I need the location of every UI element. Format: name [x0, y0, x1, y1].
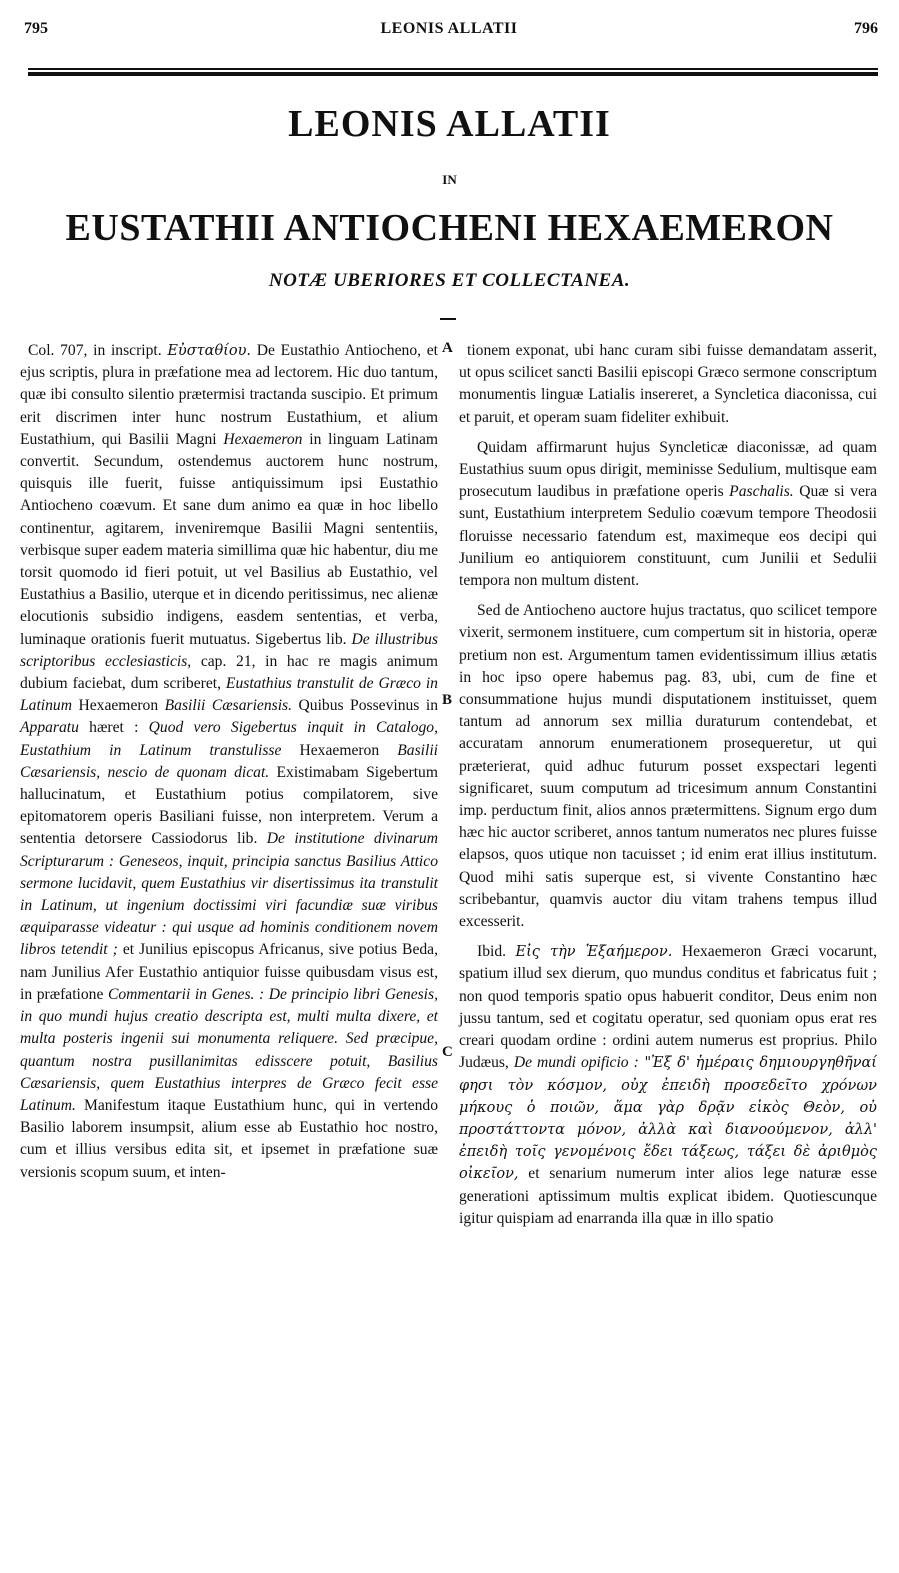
paragraph: Col. 707, in inscript. Εὐσταθίου. De Eustathio Antiocheno, et ejus scriptis, plura in præfatione mea ad lectorem. Hic duo tantum, quæ ibi consulto silentio prætermisi tractanda suscipio. Et primum erit discrimen inter hunc nostrum Eustathium, et alium Eustathium, qui Basilii Magni Hexaemeron in linguam Latinam convertit. Secundum, ostendemus auctorem hunc nostrum, quisquis ille fuerit, fuisse antiquissimum ipsi Eustathio Antiocheno coævum. Et sane dum animo ea quæ in hoc libello continentur, agitarem, inveniremque Basilii Magni sententiis, verbisque super eadem materia simillima quæ hic habentur, diu me torsit quomodo id fieri potuit, ut vel Basilius ab Eustathio, vel Eustathius a Basilio, uterque et in dicendo peritissimus, nec alienæ elocutionis subsidio indigens, easdem sententias, et verba, luminaque orationis fuerit mutuatus. Sigebertus lib. De illustribus scriptoribus ecclesiasticis, cap. 21, in hac re magis animum dubium faciebat, dum scriberet, Eustathius transtulit de Græco in Latinum Hexaemeron Basilii Cæsariensis. Quibus Possevinus in Apparatu hæret : Quod vero Sigebertus inquit in Catalogo, Eustathium in Latinum transtulisse Hexaemeron Basilii Cæsariensis, nescio de quonam dicat. Existimabam Sigebertum hallucinatum, et Eustathium potius compilatorem, sive epitomatorem operis Basiliani fuisse, non interpretem. Verum a sententia detorsere Cassiodorus lib. De institutione divinarum Scripturarum : Geneseos, inquit, principia sanctus Basilius Attico sermone lucidavit, quem Eustathius vir disertissimus ita transtulit in Latinum, ut ingenium doctissimi viri facundiæ suæ viribus æquiparasse videatur : qui usque ad hominis conditionem novem libros tetendit ; et Junilius episcopus Africanus, sive potius Beda, nam Junilius Afer Eustathio antiquior fuisse quibusdam visus est, in præfatione Commentarii in Genes. : De principio libri Genesis, in quo mundi hujus creatio descripta est, multi multa dixere, et multa posteris ingenii sui monumenta reliquere. Sed præcipue, quantum nostra pusillanimitas edisscere potuit, Basilius Cæsariensis, quem Eustathius interpres de Græco fecit esse Latinum. Manifestum itaque Eustathium hunc, qui in vertendo Basilio laborem insumpsit, alium esse ab Eustathio hoc nostro, cum et illius versibus edita sit, et ipsemet in præfatione suæ versionis scopum suum, et inten-	[20, 342, 438, 1181]
paragraph: Ibid. Εἰς τὴν Ἑξαήμερον. Hexaemeron Græci vocarunt, spatium illud sex dierum, quo mundus conditus et fabricatus fuit ; non quod temporis spatio opus habuerit conditor, Deus enim non jussu tantum, sed et cogitatu operatur, sed quoniam opus erat res creari quodam ordine : ordini autem numerus est proprius. Philo Judæus, De mundi opificio : "Ἐξ δ' ἡμέραις δημιουργηθῆναί φησι τὸν κόσμον, οὐχ ἐπειδὴ προσεδεῖτο χρόνων μήκους ὁ ποιῶν, ἅμα γὰρ δρᾷν εἰκὸς Θεὸν, οὐ προστάττοντα μόνον, ἀλλὰ καὶ διανοούμενον, ἀλλ' ἐπειδὴ τοῖς γενομένοις ἔδει τάξεως, τάξει δὲ ἀριθμὸς οἰκεῖον, et senarium numerum inter alios lege naturæ esse generationi aptissimum multis explicat ibidem. Quotiescunque igitur quispiam ad enarranda illa quæ in illo spatio	[459, 943, 877, 1227]
paragraph: Quidam affirmarunt hujus Syncleticæ diaconissæ, ad quam Eustathius suum opus dirigit, meminisse Sedulium, multisque eam prosecutum laudibus in præfatione operis Paschalis. Quæ si vera sunt, Eustathium interpretem Sedulio coævum tempore Theodosii floruisse necessario fatendum est, maximeque eos decipi qui Junilium eo antiquiorem constituunt, cum Junilii et Sedulii tempora non multum distent.	[459, 438, 877, 590]
right-column	[459, 340, 877, 1230]
page-number-right: 796	[854, 20, 878, 37]
header-rule-thin	[28, 68, 878, 70]
subtitle: NOTÆ UBERIORES ET COLLECTANEA.	[268, 270, 631, 291]
header-rule-thick	[28, 72, 878, 76]
greek-text: Εἰς τὴν Ἑξαήμερον.	[515, 944, 673, 961]
work-title: EUSTATHII ANTIOCHENI HEXAEMERON	[65, 207, 834, 249]
section-marker-a: A	[442, 340, 453, 356]
paragraph: tionem exponat, ubi hanc curam sibi fuisse demandatam asserit, ut opus scilicet sancti Basilii episcopi Græco sermone conscriptum monumentis linguæ Latialis insereret, a Syncletica diaconissa, cui et paruit, et operam suam fideliter exhibuit.	[459, 342, 877, 426]
greek-text: Εὐσταθίου.	[167, 343, 252, 359]
paragraph: Sed de Antiocheno auctore hujus tractatus, quo scilicet tempore vixerit, sermonem instituere, cum compertum sit in historia, operæ pretium non est. Argumentum tamen evidentissimum illius ætatis in hoc ipso opere habemus pag. 83, ubi, cum de fine et consummatione hujus mundi disputationem instituisset, quem tantum ad annorum sex millia duraturum contendebat, et accuratam annorum enumerationem prosequeretur, ut qui præterierat, quid adhuc futurum posset exspectari legenti significaret, suum computum ad tricesimum annum Constantini imp. perductum finit, alios annos prætermittens. Signum ergo dum hæc hic auctor scriberet, annos tantum numeratos nec plures fuisse elapsos, quos utique non tacuisset ; id enim erat illius institutum. Quod mihi satis superque est, si vivente Constantino hæc scribebantur, quamvis auctor diu vitam trahens tempus illud excesserit.	[459, 602, 877, 931]
page-number-left: 795	[24, 20, 48, 37]
page-header	[20, 20, 878, 44]
section-marker-c: C	[442, 1044, 453, 1060]
greek-text: "Ἐξ δ' ἡμέραις δημιουργηθῆναί φησι τὸν κόσμον, οὐχ ἐπειδὴ προσεδεῖτο χρόνων μήκους ὁ ποιῶν, ἅμα γὰρ δρᾷν εἰκὸς Θεὸν, οὐ προστάττοντα μόνον, ἀλλὰ καὶ διανοούμενον, ἀλλ' ἐπειδὴ τοῖς γενομένοις ἔδει τάξεως, τάξει δὲ ἀριθμὸς οἰκεῖον,	[459, 1055, 877, 1183]
title-connector: IN	[442, 172, 457, 187]
title-divider	[440, 318, 456, 320]
running-title: LEONIS ALLATII	[380, 20, 518, 37]
main-title: LEONIS ALLATII	[288, 103, 611, 145]
section-marker-b: B	[442, 692, 453, 708]
left-column	[20, 340, 438, 1184]
